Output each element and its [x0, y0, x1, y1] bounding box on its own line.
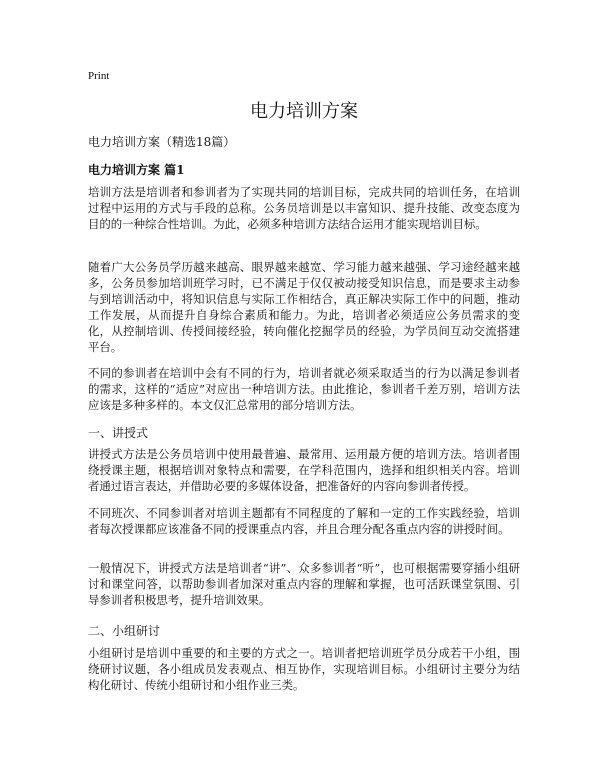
paragraph-lecture-3: 一般情况下，讲授式方法是培训者“讲”、众多参训者“听”，也可根据需要穿插小组研讨和课堂问答，以帮助参训者加深对重点内容的理解和掌握，也可活跃课堂氛围、引导参训者积极思考，提升培训效果。 [88, 561, 520, 607]
paragraph-background: 随着广大公务员学历越来越高、眼界越来越宽、学习能力越来越强、学习途经越来越多，公务员参加培训班学习时，已不满足于仅仅被动接受知识信息，而是要求主动参与到培训活动中，将知识信息与实际工作相结合，真正解决实际工作中的问题，推动工作发展，从而提升自身综合素质和能力。为此，培训者必须适应公务员需求的变化，从控制培训、传授间接经验，转向催化挖掘学员的经验，为学员间互动交流搭建平台。 [88, 260, 520, 354]
print-label: Print [88, 70, 110, 82]
paragraph-lecture-2: 不同班次、不同参训者对培训主题都有不同程度的了解和一定的工作实践经验，培训者每次授课都应该准备不同的授课重点内容，并且合理分配各重点内容的讲授时间。 [88, 506, 520, 536]
paragraph-intro: 培训方法是培训者和参训者为了实现共同的培训目标，完成共同的培训任务，在培训过程中运用的方式与手段的总称。公务员培训是以丰富知识、提升技能、改变态度为目的的一种综合性培训。为此，必须多种培训方法结合运用才能实现培训目标。 [88, 185, 520, 231]
document-title: 电力培训方案 [250, 101, 358, 122]
paragraph-group-discussion: 小组研讨是培训中重要的和主要的方式之一。培训者把培训班学员分成若干小组，围绕研讨议题，各小组成员发表观点、相互协作，实现培训目标。小组研讨主要分为结构化研讨、传统小组研讨和小组作业三类。 [88, 646, 520, 692]
section-heading: 电力培训方案 篇1 [88, 163, 185, 177]
paragraph-methods: 不同的参训者在培训中会有不同的行为，培训者就必须采取适当的行为以满足参训者的需求，这样的“适应”对应出一种培训方法。由此推论，参训者千差万别，培训方法应该是多种多样的。本文仅汇总常用的部分培训方法。 [88, 366, 520, 412]
document-subtitle: 电力培训方案（精选18篇） [88, 135, 236, 149]
sub-heading-lecture: 一、讲授式 [88, 426, 149, 440]
sub-heading-group-discussion: 二、小组研讨 [88, 624, 161, 638]
paragraph-lecture-1: 讲授式方法是公务员培训中使用最普遍、最常用、运用最方便的培训方法。培训者围绕授课主题，根据培训对象特点和需要，在学科范围内，选择和组织相关内容。培训者通过语言表达，并借助必要的多媒体设备，把准备好的内容向参训者传授。 [88, 447, 520, 493]
